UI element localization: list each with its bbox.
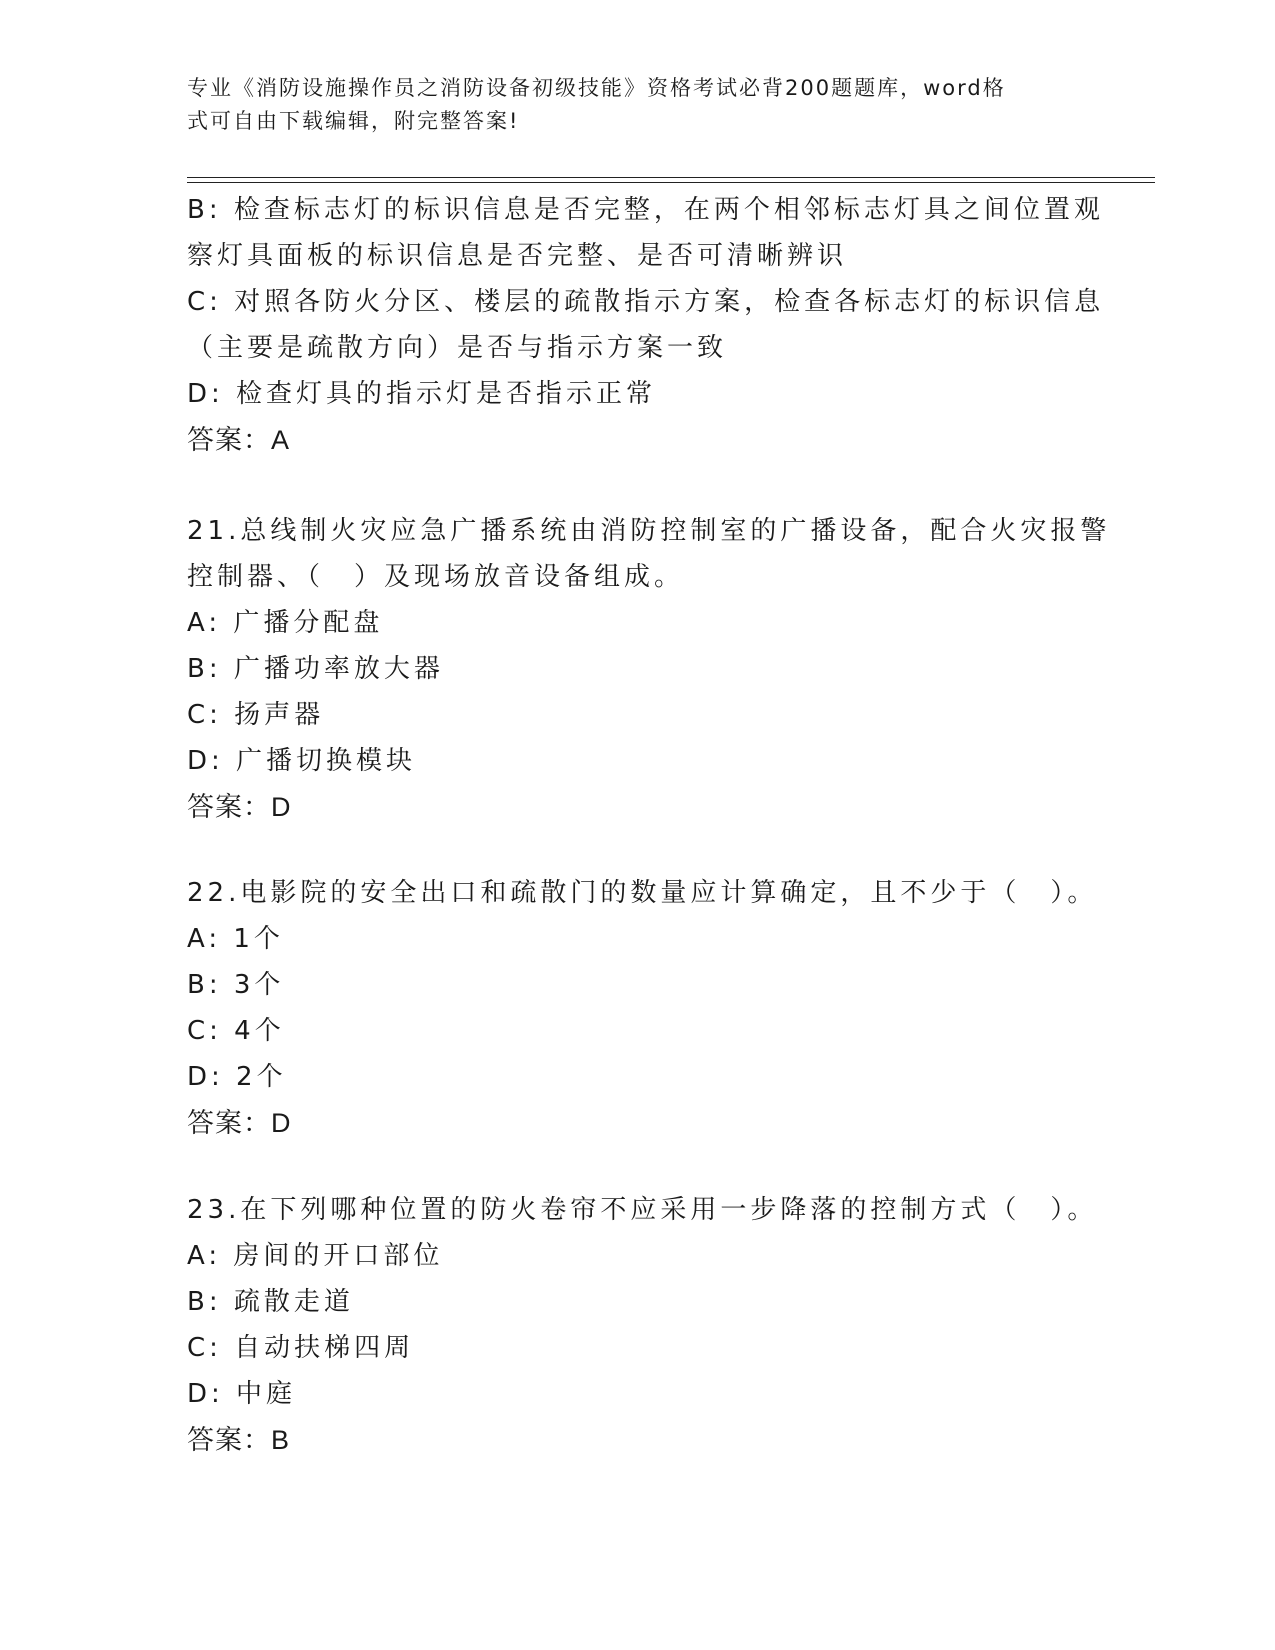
header-line-1: 专业《消防设施操作员之消防设备初级技能》资格考试必背200题题库，word格 xyxy=(187,76,1006,100)
question-21-block xyxy=(187,508,1111,830)
header-line-2: 式可自由下载编辑，附完整答案! xyxy=(187,109,520,133)
answer-label: 答案：B xyxy=(187,1425,291,1455)
option-b-line-1: B: 检查标志灯的标识信息是否完整，在两个相邻标志灯具之间位置观 xyxy=(187,195,1104,225)
answer-label: 答案：D xyxy=(187,1108,292,1138)
option-a: A: 房间的开口部位 xyxy=(187,1241,444,1271)
document-header xyxy=(187,72,1067,138)
option-b-line-2: 察灯具面板的标识信息是否完整、是否可清晰辨识 xyxy=(187,241,848,271)
question-20-block xyxy=(187,187,1105,463)
question-stem-line-2: 控制器、（ ）及现场放音设备组成。 xyxy=(187,562,685,592)
question-23-block xyxy=(187,1187,1098,1463)
option-b: B: 广播功率放大器 xyxy=(187,654,444,684)
option-c-line-1: C: 对照各防火分区、楼层的疏散指示方案，检查各标志灯的标识信息 xyxy=(187,287,1105,317)
option-d: D: 检查灯具的指示灯是否指示正常 xyxy=(187,379,657,409)
option-c: C: 扬声器 xyxy=(187,700,325,730)
answer-label: 答案：D xyxy=(187,792,292,822)
option-d: D: 广播切换模块 xyxy=(187,746,417,776)
question-22-block xyxy=(187,870,1098,1146)
option-d: D: 中庭 xyxy=(187,1379,297,1409)
question-stem: 23.在下列哪种位置的防火卷帘不应采用一步降落的控制方式（ ）。 xyxy=(187,1195,1098,1225)
question-stem-line-1: 21.总线制火灾应急广播系统由消防控制室的广播设备，配合火灾报警 xyxy=(187,516,1111,546)
option-a: A: 1个 xyxy=(187,924,284,954)
option-b: B: 疏散走道 xyxy=(187,1287,354,1317)
header-rule-top xyxy=(187,177,1155,178)
option-c: C: 4个 xyxy=(187,1016,285,1046)
question-stem: 22.电影院的安全出口和疏散门的数量应计算确定，且不少于（ ）。 xyxy=(187,878,1098,908)
option-d: D: 2个 xyxy=(187,1062,287,1092)
option-c: C: 自动扶梯四周 xyxy=(187,1333,415,1363)
option-a: A: 广播分配盘 xyxy=(187,608,384,638)
answer-label: 答案：A xyxy=(187,425,291,455)
option-c-line-2: （主要是疏散方向）是否与指示方案一致 xyxy=(187,333,728,363)
header-rule-bottom xyxy=(187,182,1155,183)
option-b: B: 3个 xyxy=(187,970,285,1000)
